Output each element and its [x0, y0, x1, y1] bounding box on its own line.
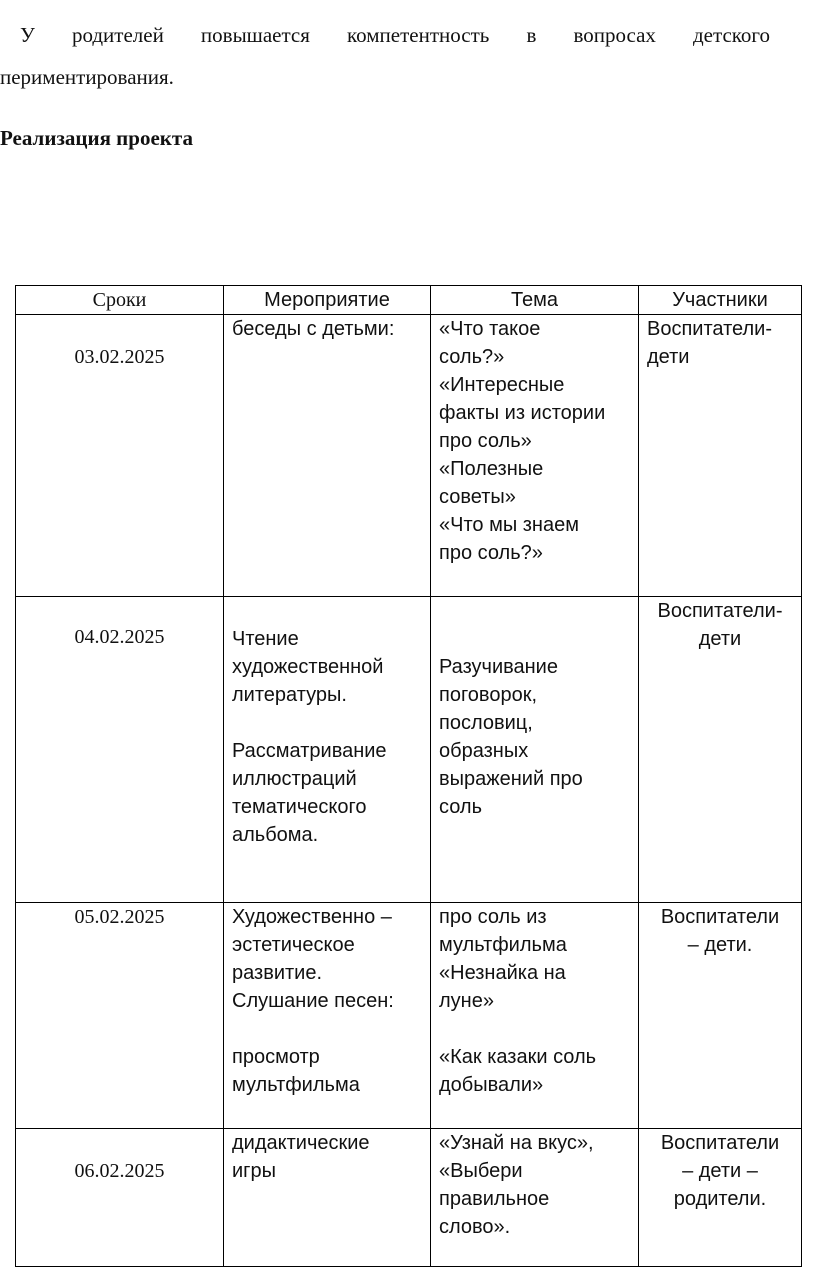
topic-cell: [431, 597, 639, 903]
participants-cell: [639, 315, 802, 597]
date-cell: [16, 903, 224, 1129]
table-row: [16, 903, 802, 1129]
topic-line: образных: [439, 740, 529, 762]
date-cell: [16, 597, 224, 903]
event-line: Рассматривание: [232, 740, 387, 762]
project-plan-table: [15, 285, 802, 1267]
intro-word: повышается: [200, 23, 310, 47]
topic-line: советы»: [439, 486, 516, 508]
topic-line: «Незнайка на: [439, 962, 566, 984]
event-line: [232, 1015, 422, 1043]
participants-cell: [639, 597, 802, 903]
participants-line: – дети.: [687, 934, 753, 956]
topic-line: «Что такое: [439, 318, 541, 340]
intro-line-2: периментирования.: [0, 65, 174, 89]
section-heading: Реализация проекта: [0, 126, 193, 150]
event-cell: [224, 903, 431, 1129]
topic-line: выражений про: [439, 768, 583, 790]
topic-line: «Выбери: [439, 1160, 523, 1182]
intro-word: родителей: [71, 23, 164, 47]
participants-line: Воспитатели: [660, 906, 780, 928]
topic-line: про соль?»: [439, 542, 543, 564]
topic-line: [439, 1015, 630, 1043]
header-topic: Тема: [431, 286, 639, 315]
event-line: [232, 709, 422, 737]
topic-line: поговорок,: [439, 684, 538, 706]
intro-line-1: [0, 22, 770, 48]
event-line: беседы с детьми:: [232, 318, 395, 340]
topic-line: мультфильма: [439, 934, 567, 956]
topic-line: факты из истории: [439, 402, 606, 424]
participants-line: – дети –: [682, 1160, 758, 1182]
participants-line: Воспитатели-: [647, 318, 772, 340]
table-row: [16, 1129, 802, 1267]
topic-line: про соль»: [439, 430, 532, 452]
participants-cell: [639, 1129, 802, 1267]
table-header-row: [16, 286, 802, 315]
participants-cell: [639, 903, 802, 1129]
event-line: художественной: [232, 656, 384, 678]
event-line: альбома.: [232, 824, 319, 846]
event-line: Слушание песен:: [232, 990, 394, 1012]
header-dates: Сроки: [16, 286, 224, 315]
topic-line: добывали»: [439, 1074, 544, 1096]
participants-line: дети: [698, 628, 742, 650]
date-value: 04.02.2025: [74, 626, 165, 648]
topic-line: луне»: [439, 990, 494, 1012]
event-line: Художественно –: [232, 906, 392, 928]
topic-cell: [431, 903, 639, 1129]
topic-line: пословиц,: [439, 712, 533, 734]
event-line: дидактические: [232, 1132, 370, 1154]
table-row: [16, 597, 802, 903]
header-event: Мероприятие: [224, 286, 431, 315]
topic-cell: [431, 315, 639, 597]
event-line: развитие.: [232, 962, 322, 984]
topic-line: «Как казаки соль: [439, 1046, 597, 1068]
participants-line: родители.: [673, 1188, 767, 1210]
event-cell: [224, 597, 431, 903]
date-cell: [16, 1129, 224, 1267]
topic-line: слово».: [439, 1216, 511, 1238]
event-cell: [224, 315, 431, 597]
topic-line: про соль из: [439, 906, 547, 928]
date-cell: [16, 315, 224, 597]
event-line: игры: [232, 1160, 276, 1182]
event-line: просмотр: [232, 1046, 320, 1068]
date-value: 03.02.2025: [74, 346, 165, 368]
table-row: [16, 315, 802, 597]
event-line: иллюстраций: [232, 768, 357, 790]
topic-line: правильное: [439, 1188, 550, 1210]
intro-word: детского: [693, 23, 770, 47]
participants-line: Воспитатели-: [657, 600, 783, 622]
topic-line: соль?»: [439, 346, 505, 368]
event-line: эстетическое: [232, 934, 355, 956]
date-value: 06.02.2025: [74, 1160, 165, 1182]
topic-line: «Что мы знаем: [439, 514, 579, 536]
event-line: тематического: [232, 796, 367, 818]
event-line: литературы.: [232, 684, 347, 706]
intro-word: в: [526, 23, 537, 47]
topic-line: Разучивание: [439, 656, 558, 678]
topic-line: соль: [439, 796, 482, 818]
date-value: 05.02.2025: [74, 906, 165, 928]
intro-word: вопросах: [573, 23, 656, 47]
intro-word: У: [20, 23, 35, 47]
event-line: мультфильма: [232, 1074, 360, 1096]
intro-word: компетентность: [347, 23, 490, 47]
topic-line: «Интересные: [439, 374, 565, 396]
topic-cell: [431, 1129, 639, 1267]
event-cell: [224, 1129, 431, 1267]
topic-line: «Узнай на вкус»,: [439, 1132, 594, 1154]
topic-line: «Полезные: [439, 458, 544, 480]
header-participants: Участники: [639, 286, 802, 315]
event-line: Чтение: [232, 628, 299, 650]
participants-line: дети: [647, 346, 690, 368]
participants-line: Воспитатели: [660, 1132, 780, 1154]
